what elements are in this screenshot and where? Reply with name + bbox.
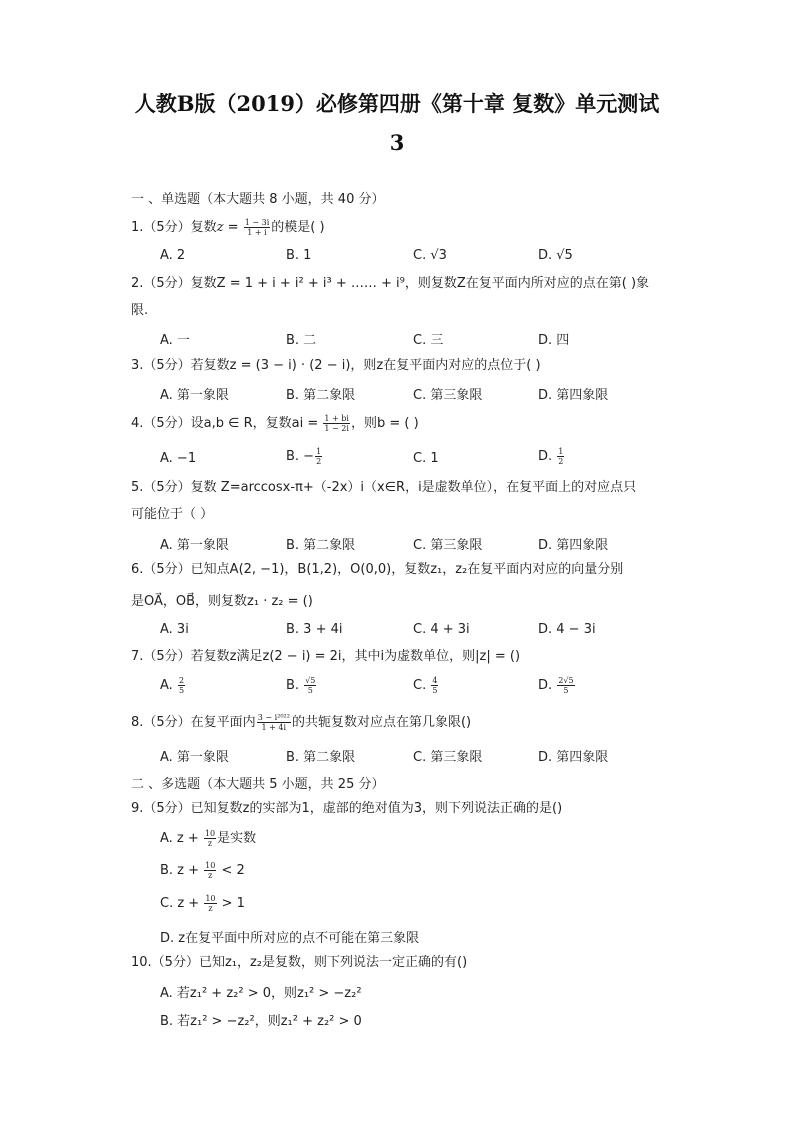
fraction-denominator: 1 + 4i — [261, 723, 287, 732]
option-fraction — [557, 447, 564, 466]
option-label: D. — [538, 678, 557, 693]
option-fraction — [204, 894, 216, 913]
q2-option-b[interactable]: B. 二 — [286, 333, 317, 348]
fraction-numerator: 1 − 3i — [244, 218, 270, 227]
option-suffix: < 2 — [217, 863, 245, 878]
fraction-numerator: 2√5 — [558, 676, 574, 685]
q9-option-d[interactable]: D. z在复平面中所对应的点不可能在第三象限 — [160, 931, 420, 946]
title-line-2: 3 — [389, 130, 405, 155]
question-5-line-1: 5.（5分）复数 Z=arccosx-π+（-2x）i（x∈R，i是虚数单位），在复平面上的对应点只 — [131, 480, 637, 495]
question-4-fraction — [323, 414, 350, 433]
q2-option-d[interactable]: D. 四 — [538, 333, 570, 348]
question-2-line-2: 限. — [131, 303, 149, 318]
option-label: D. — [538, 449, 557, 464]
question-2-line-1: 2.（5分）复数Z = 1 + i + i² + i³ + …… + i⁹，则复数Z在复平面内所对应的点在第( )象 — [131, 276, 650, 291]
fraction-denominator: 1 − 2i — [324, 424, 349, 433]
fraction-denominator: 2 — [316, 457, 322, 466]
question-3: 3.（5分）若复数z = (3 − i) · (2 − i)，则z在复平面内对应的点位于( ) — [131, 358, 541, 373]
question-1-fraction — [244, 218, 271, 237]
question-8 — [131, 713, 471, 732]
q10-option-a[interactable]: A. 若z₁² + z₂² > 0，则z₁² > −z₂² — [160, 986, 362, 1001]
q4-option-b[interactable] — [286, 447, 323, 466]
section-heading-multiple-choice: 二 、多选题（本大题共 5 小题，共 25 分） — [131, 777, 385, 792]
q3-option-a[interactable]: A. 第一象限 — [160, 388, 229, 403]
fraction-numerator: √5 — [305, 676, 316, 685]
q1-option-a[interactable]: A. 2 — [160, 248, 186, 263]
q9-option-c[interactable] — [160, 894, 245, 913]
question-6-line-1: 6.（5分）已知点A(2, −1)，B(1,2)，O(0,0)，复数z₁，z₂在复平面内对应的向量分别 — [131, 562, 624, 577]
q3-option-c[interactable]: C. 第三象限 — [413, 388, 483, 403]
q1-option-c[interactable]: C. √3 — [413, 248, 447, 263]
q1-option-d[interactable]: D. √5 — [538, 248, 573, 263]
option-label: A. — [160, 678, 177, 693]
fraction-denominator: 5 — [307, 686, 313, 695]
fraction-denominator: z — [208, 904, 213, 913]
q4-option-a[interactable]: A. −1 — [160, 451, 197, 466]
q5-option-a[interactable]: A. 第一象限 — [160, 538, 229, 553]
fraction-numerator: 1 — [558, 447, 564, 456]
fraction-denominator: 2 — [558, 457, 564, 466]
option-label: B. — [286, 678, 304, 693]
question-1-suffix: 的模是( ) — [271, 220, 325, 235]
option-label: B. − — [286, 449, 315, 464]
q8-option-a[interactable]: A. 第一象限 — [160, 750, 229, 765]
fraction-numerator: 2 — [178, 676, 185, 685]
fraction-numerator: 10 — [205, 894, 216, 903]
q1-option-b[interactable]: B. 1 — [286, 248, 312, 263]
option-fraction — [304, 676, 316, 695]
option-fraction — [557, 676, 574, 695]
q7-option-c[interactable] — [413, 676, 439, 695]
q7-option-b[interactable] — [286, 676, 317, 695]
option-fraction — [431, 676, 438, 695]
fraction-denominator: 5 — [432, 686, 438, 695]
q6-option-c[interactable]: C. 4 + 3i — [413, 622, 470, 637]
q5-option-d[interactable]: D. 第四象限 — [538, 538, 609, 553]
fraction-denominator: z — [207, 839, 213, 848]
option-fraction — [204, 861, 216, 880]
option-suffix: 是实数 — [217, 831, 257, 846]
fraction-numerator: 1 + bi — [324, 414, 349, 423]
option-label: C. — [413, 678, 431, 693]
q5-option-b[interactable]: B. 第二象限 — [286, 538, 356, 553]
fraction-numerator: 1 — [316, 447, 322, 456]
q9-option-a[interactable] — [160, 827, 256, 848]
question-1 — [131, 218, 325, 237]
question-4-suffix: ，则b = ( ) — [350, 416, 419, 431]
q5-option-c[interactable]: C. 第三象限 — [413, 538, 483, 553]
q9-option-b[interactable] — [160, 861, 245, 880]
q4-option-c[interactable]: C. 1 — [413, 451, 439, 466]
fraction-denominator: 1 + i — [247, 228, 267, 237]
question-5-line-2: 可能位于（ ） — [131, 507, 214, 522]
option-label: A. z + — [160, 831, 203, 846]
question-1-eq: = — [223, 220, 243, 235]
fraction-numerator: 10 — [204, 829, 216, 838]
option-label: C. z + — [160, 896, 204, 911]
option-fraction — [204, 829, 216, 848]
question-8-fraction — [257, 713, 291, 732]
fraction-denominator: 5 — [563, 686, 569, 695]
option-fraction — [178, 676, 185, 695]
q8-option-d[interactable]: D. 第四象限 — [538, 750, 609, 765]
q2-option-a[interactable]: A. 一 — [160, 333, 190, 348]
question-9: 9.（5分）已知复数z的实部为1，虚部的绝对值为3，则下列说法正确的是() — [131, 801, 563, 816]
question-8-suffix: 的共轭复数对应点在第几象限() — [291, 715, 472, 730]
q3-option-b[interactable]: B. 第二象限 — [286, 388, 356, 403]
q2-option-c[interactable]: C. 三 — [413, 333, 444, 348]
q6-option-d[interactable]: D. 4 − 3i — [538, 622, 596, 637]
q8-option-b[interactable]: B. 第二象限 — [286, 750, 356, 765]
question-1-prefix: 1.（5分）复数 — [131, 220, 217, 235]
fraction-denominator: 5 — [178, 686, 185, 695]
question-7: 7.（5分）若复数z满足z(2 − i) = 2i，其中i为虚数单位，则|z| = () — [131, 649, 521, 664]
section-heading-single-choice: 一 、单选题（本大题共 8 小题，共 40 分） — [131, 192, 385, 207]
option-label: B. z + — [160, 863, 204, 878]
q6-option-a[interactable]: A. 3i — [160, 622, 189, 637]
question-1-var: z — [216, 220, 224, 235]
question-4 — [131, 414, 419, 433]
q7-option-a[interactable] — [160, 676, 186, 695]
q6-option-b[interactable]: B. 3 + 4i — [286, 622, 343, 637]
q8-option-c[interactable]: C. 第三象限 — [413, 750, 483, 765]
q10-option-b[interactable]: B. 若z₁² > −z₂²，则z₁² + z₂² > 0 — [160, 1014, 362, 1029]
q4-option-d[interactable] — [538, 447, 565, 466]
fraction-numerator: 10 — [205, 861, 216, 870]
q7-option-d[interactable] — [538, 676, 576, 695]
question-8-prefix: 8.（5分）在复平面内 — [131, 715, 256, 730]
option-suffix: > 1 — [217, 896, 245, 911]
q3-option-d[interactable]: D. 第四象限 — [538, 388, 609, 403]
question-4-prefix: 4.（5分）设a,b ∈ R，复数ai = — [131, 416, 323, 431]
fraction-numerator: 3 − i²⁰²² — [257, 713, 290, 722]
question-6-line-2: 是OA⃗，OB⃗，则复数z₁ · z₂ = () — [131, 594, 313, 609]
fraction-denominator: z — [208, 871, 213, 880]
option-fraction — [315, 447, 322, 466]
title-line-1: 人教B版（2019）必修第四册《第十章 复数》单元测试 — [134, 91, 660, 116]
fraction-numerator: 4 — [432, 676, 438, 685]
question-10: 10.（5分）已知z₁，z₂是复数，则下列说法一定正确的有() — [131, 955, 468, 970]
